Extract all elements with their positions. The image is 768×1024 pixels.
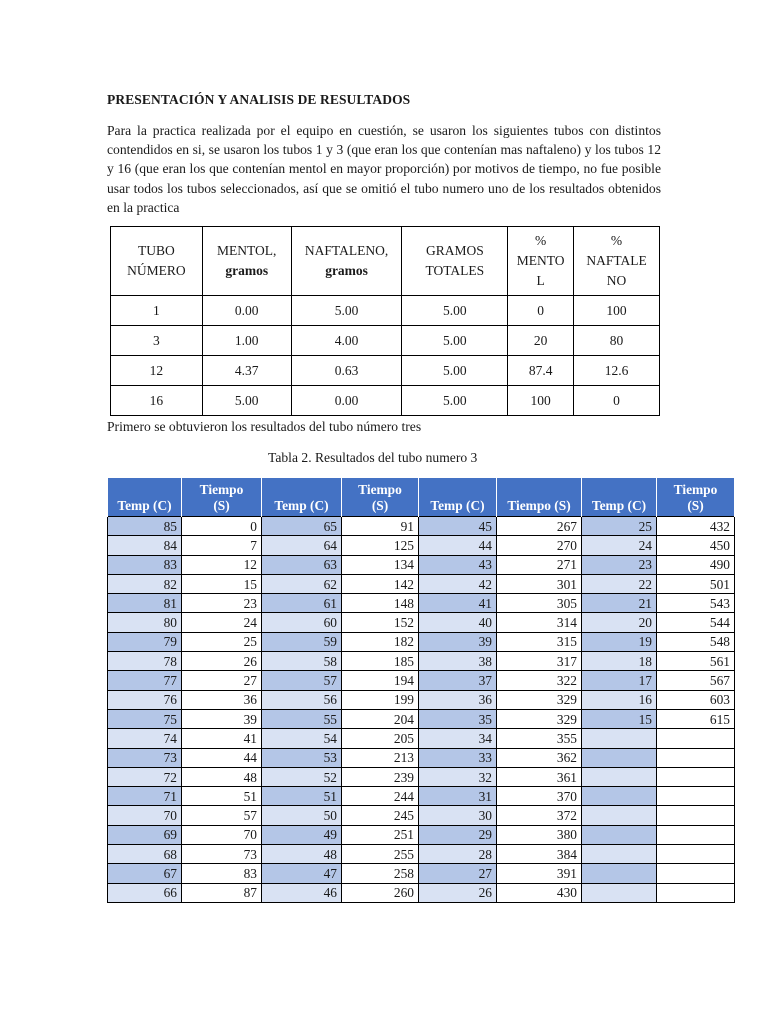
table1-header-5 [574,227,660,296]
time-cell [657,845,735,864]
table1-cell: 4.37 [202,356,291,386]
temp-cell: 47 [262,864,342,883]
header-text: NAFTALENO, [304,243,389,258]
temp-cell: 17 [582,671,657,690]
time-cell: 314 [497,613,582,632]
temp-cell: 16 [582,690,657,709]
table2-row [108,806,735,825]
table2-row [108,517,735,536]
time-cell: 51 [182,787,262,806]
header-text: gramos [325,263,368,278]
header-text: Temp (C) [591,498,647,513]
temp-cell: 60 [262,613,342,632]
table1-header-4 [508,227,574,296]
temp-cell: 65 [262,517,342,536]
temp-cell [582,864,657,883]
table2-row [108,574,735,593]
temp-cell [582,845,657,864]
table1-header-0 [111,227,203,296]
header-text: TUBO [138,243,175,258]
table2-header-6 [582,478,657,517]
table1-cell: 1 [111,296,203,326]
temp-cell: 34 [419,729,497,748]
table1-header-1 [202,227,291,296]
temp-cell: 29 [419,825,497,844]
time-cell: 501 [657,574,735,593]
temp-cell: 15 [582,709,657,728]
temp-cell: 84 [108,536,182,555]
section-heading: PRESENTACIÓN Y ANALISIS DE RESULTADOS [107,92,411,107]
time-cell: 205 [342,729,419,748]
time-cell: 270 [497,536,582,555]
time-cell: 24 [182,613,262,632]
time-cell: 27 [182,671,262,690]
temp-cell: 56 [262,690,342,709]
time-cell: 615 [657,709,735,728]
table1-cell: 1.00 [202,326,291,356]
time-cell: 87 [182,883,262,902]
table2-row [108,883,735,902]
table2-row [108,671,735,690]
time-cell: 260 [342,883,419,902]
time-cell: 152 [342,613,419,632]
table1-cell: 20 [508,326,574,356]
header-text: (S) [213,498,230,513]
temp-cell [582,825,657,844]
table2-row [108,555,735,574]
temp-cell: 59 [262,632,342,651]
time-cell: 317 [497,652,582,671]
header-text: Temp (C) [430,498,485,513]
temp-cell: 75 [108,709,182,728]
temp-cell [582,767,657,786]
time-cell: 44 [182,748,262,767]
temp-cell: 81 [108,594,182,613]
temp-cell: 74 [108,729,182,748]
time-cell: 73 [182,845,262,864]
temp-cell: 23 [582,555,657,574]
table1-header-3 [402,227,508,296]
table2-row [108,709,735,728]
temp-cell: 43 [419,555,497,574]
time-cell: 239 [342,767,419,786]
temp-cell: 27 [419,864,497,883]
temp-cell: 82 [108,574,182,593]
table1-cell: 100 [574,296,660,326]
header-text: TOTALES [425,263,485,278]
table2-header-5 [497,478,582,517]
temp-cell: 79 [108,632,182,651]
time-cell: 23 [182,594,262,613]
time-cell: 361 [497,767,582,786]
temp-cell: 24 [582,536,657,555]
header-text: Temp (C) [117,498,172,513]
time-cell: 355 [497,729,582,748]
temp-cell: 85 [108,517,182,536]
temp-cell: 53 [262,748,342,767]
table2-row [108,767,735,786]
table2-row [108,690,735,709]
time-cell: 7 [182,536,262,555]
time-cell: 561 [657,652,735,671]
temp-cell [582,729,657,748]
time-cell: 245 [342,806,419,825]
header-text: gramos [225,263,269,278]
table1-cell: 80 [574,326,660,356]
header-text: MENTO [516,253,565,268]
time-cell: 26 [182,652,262,671]
intro-paragraph: Para la practica realizada por el equipo en cuestión, se usaron los siguientes tubos con distintos contendidos en si, se usaron los tubos 1 y 3 (que eran los que contenían mas naftaleno) y los tubos 12 y 16 (que eran los que contenían mentol en mayor proporción) por motivos de tiempo, no fue posible usar todos los tubos seleccionados, así que se omitió el tubo numero uno de los resultados obtenidos en la practica [107,123,661,215]
time-cell: 301 [497,574,582,593]
table2-header-1 [182,478,262,517]
time-cell: 370 [497,787,582,806]
temp-cell [582,748,657,767]
temp-cell: 40 [419,613,497,632]
time-cell: 432 [657,517,735,536]
temp-cell: 45 [419,517,497,536]
table1-cell: 4.00 [291,326,402,356]
temp-cell: 64 [262,536,342,555]
time-cell: 391 [497,864,582,883]
header-text: Tiempo [358,482,402,497]
temp-cell: 51 [262,787,342,806]
temp-cell: 35 [419,709,497,728]
table1-cell: 5.00 [202,386,291,416]
table1-cell: 5.00 [402,356,508,386]
temp-cell: 50 [262,806,342,825]
time-cell: 142 [342,574,419,593]
time-cell: 199 [342,690,419,709]
time-cell: 362 [497,748,582,767]
header-text: NÚMERO [127,263,186,278]
time-cell: 194 [342,671,419,690]
table2-row [108,613,735,632]
time-cell [657,748,735,767]
temp-cell [582,787,657,806]
temp-cell: 69 [108,825,182,844]
temp-cell: 32 [419,767,497,786]
time-cell [657,883,735,902]
header-text: Tiempo (S) [507,498,571,513]
temp-cell: 61 [262,594,342,613]
time-cell: 372 [497,806,582,825]
time-cell: 148 [342,594,419,613]
time-cell: 322 [497,671,582,690]
time-cell: 255 [342,845,419,864]
time-cell: 57 [182,806,262,825]
time-cell: 25 [182,632,262,651]
table2-row [108,825,735,844]
table2-row [108,864,735,883]
time-cell: 125 [342,536,419,555]
header-text: GRAMOS [425,243,484,258]
table1-cell: 5.00 [402,386,508,416]
results-intro-text: Primero se obtuvieron los resultados del tubo número tres [107,419,422,434]
table1-cell: 3 [111,326,203,356]
time-cell [657,806,735,825]
temp-cell: 52 [262,767,342,786]
time-cell: 15 [182,574,262,593]
temp-cell: 38 [419,652,497,671]
table1-cell: 0.00 [202,296,291,326]
table2-row [108,787,735,806]
temp-cell: 42 [419,574,497,593]
temp-cell: 72 [108,767,182,786]
temp-cell: 30 [419,806,497,825]
temp-cell: 49 [262,825,342,844]
time-cell: 384 [497,845,582,864]
time-cell [657,825,735,844]
table2-row [108,632,735,651]
temp-cell: 31 [419,787,497,806]
table2-header-4 [419,478,497,517]
time-cell: 567 [657,671,735,690]
temp-cell: 68 [108,845,182,864]
temp-cell: 57 [262,671,342,690]
time-cell: 41 [182,729,262,748]
time-cell: 544 [657,613,735,632]
header-text: Temp (C) [274,498,329,513]
temp-cell [582,806,657,825]
temp-cell: 80 [108,613,182,632]
time-cell: 329 [497,709,582,728]
table2-header-0 [108,478,182,517]
header-text: NAFTALE [586,253,647,268]
table1-row [111,296,660,326]
temp-cell: 20 [582,613,657,632]
table2-row [108,536,735,555]
table2-header-3 [342,478,419,517]
temp-cell: 55 [262,709,342,728]
table2-row [108,652,735,671]
time-cell: 258 [342,864,419,883]
table1-cell: 5.00 [402,326,508,356]
header-text: (S) [371,498,389,513]
time-cell: 91 [342,517,419,536]
temp-cell: 26 [419,883,497,902]
temp-cell: 22 [582,574,657,593]
time-cell: 39 [182,709,262,728]
time-cell: 271 [497,555,582,574]
time-cell: 12 [182,555,262,574]
time-cell: 213 [342,748,419,767]
temp-cell: 48 [262,845,342,864]
time-cell: 48 [182,767,262,786]
table1-cell: 0.63 [291,356,402,386]
time-cell: 315 [497,632,582,651]
time-cell: 380 [497,825,582,844]
table2-row [108,594,735,613]
temp-cell: 78 [108,652,182,671]
table1-row [111,386,660,416]
temp-cell: 46 [262,883,342,902]
temp-cell: 25 [582,517,657,536]
temp-cell: 19 [582,632,657,651]
header-text: % [610,233,623,248]
temp-cell: 76 [108,690,182,709]
table2-row [108,748,735,767]
table2-row [108,845,735,864]
table1-cell: 0.00 [291,386,402,416]
temp-cell: 58 [262,652,342,671]
time-cell: 244 [342,787,419,806]
time-cell: 267 [497,517,582,536]
temp-cell: 83 [108,555,182,574]
temp-cell: 63 [262,555,342,574]
time-cell [657,864,735,883]
time-cell: 329 [497,690,582,709]
header-text: % [535,233,547,248]
tube3-results-table [107,478,735,903]
table2-header-2 [262,478,342,517]
time-cell: 251 [342,825,419,844]
time-cell: 134 [342,555,419,574]
time-cell: 490 [657,555,735,574]
tubes-composition-table [110,226,660,416]
table1-cell: 12 [111,356,203,386]
time-cell: 603 [657,690,735,709]
time-cell: 70 [182,825,262,844]
time-cell: 36 [182,690,262,709]
time-cell: 185 [342,652,419,671]
header-text: MENTOL, [217,243,277,258]
time-cell: 543 [657,594,735,613]
table2-caption: Tabla 2. Resultados del tubo numero 3 [268,450,478,465]
temp-cell: 36 [419,690,497,709]
header-text: (S) [687,498,704,513]
time-cell: 204 [342,709,419,728]
table2-header-7 [657,478,735,517]
time-cell: 305 [497,594,582,613]
temp-cell: 33 [419,748,497,767]
temp-cell: 54 [262,729,342,748]
table1-cell: 87.4 [508,356,574,386]
table1-row [111,356,660,386]
temp-cell: 66 [108,883,182,902]
temp-cell: 67 [108,864,182,883]
time-cell: 83 [182,864,262,883]
temp-cell: 18 [582,652,657,671]
time-cell: 450 [657,536,735,555]
time-cell: 548 [657,632,735,651]
temp-cell: 73 [108,748,182,767]
header-text: Tiempo [673,482,718,497]
time-cell: 430 [497,883,582,902]
table2-row [108,729,735,748]
temp-cell: 62 [262,574,342,593]
table1-cell: 0 [508,296,574,326]
temp-cell: 37 [419,671,497,690]
header-text: Tiempo [199,482,244,497]
time-cell [657,787,735,806]
table1-cell: 100 [508,386,574,416]
temp-cell: 21 [582,594,657,613]
table1-cell: 12.6 [574,356,660,386]
temp-cell: 70 [108,806,182,825]
time-cell [657,767,735,786]
temp-cell [582,883,657,902]
time-cell [657,729,735,748]
table1-cell: 5.00 [291,296,402,326]
header-text: NO [606,273,627,288]
table1-cell: 0 [574,386,660,416]
temp-cell: 39 [419,632,497,651]
table1-header-2 [291,227,402,296]
temp-cell: 28 [419,845,497,864]
temp-cell: 41 [419,594,497,613]
table1-cell: 16 [111,386,203,416]
header-text: L [536,273,545,288]
temp-cell: 71 [108,787,182,806]
table1-cell: 5.00 [402,296,508,326]
temp-cell: 44 [419,536,497,555]
time-cell: 0 [182,517,262,536]
table1-row [111,326,660,356]
time-cell: 182 [342,632,419,651]
temp-cell: 77 [108,671,182,690]
